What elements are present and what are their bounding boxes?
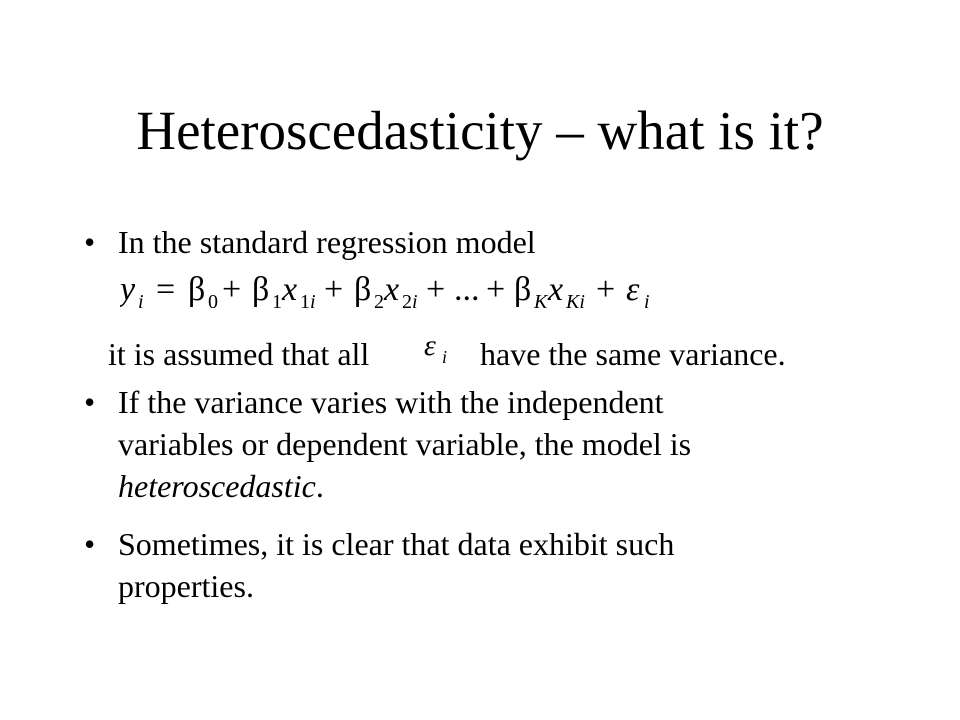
assumption-text-start: it is assumed that all <box>108 336 370 372</box>
bullet-marker: • <box>84 384 96 420</box>
heteroscedastic-term: heteroscedastic <box>118 468 316 504</box>
eq-epsilon-sub: i <box>644 291 650 313</box>
eq-x1: x <box>282 271 298 308</box>
bullet-2-line-2: variables or dependent variable, the model is <box>118 426 692 462</box>
bullet-3-line-1: Sometimes, it is clear that data exhibit such <box>118 526 675 562</box>
bullet-3-line-2: properties. <box>118 568 254 604</box>
bullet-2-line-1: If the variance varies with the independent <box>118 384 664 420</box>
eq-beta2-sub: 2 <box>374 291 384 313</box>
eq-plus-3: + <box>426 271 446 308</box>
svg-text:ε: ε <box>424 333 436 362</box>
eq-ellipsis: ... <box>454 271 480 308</box>
bullet-marker: • <box>84 526 96 562</box>
eq-betaK: β <box>514 271 532 308</box>
eq-beta0: β <box>188 271 206 308</box>
eq-plus-1: + <box>222 271 242 308</box>
slide-title: Heteroscedasticity – what is it? <box>136 100 824 161</box>
eq-y: y <box>120 271 136 308</box>
bullet-marker: • <box>84 224 96 260</box>
bullet-2-line-3 <box>118 466 324 506</box>
eq-beta0-sub: 0 <box>208 291 218 313</box>
eq-y-sub: i <box>138 291 144 313</box>
regression-equation <box>120 266 680 318</box>
eq-x2: x <box>384 271 400 308</box>
assumption-text-end: have the same variance. <box>480 336 786 372</box>
eq-beta2: β <box>354 271 372 308</box>
eq-betaK-sub: K <box>534 291 548 313</box>
eq-equals: = <box>156 271 176 308</box>
eq-beta1: β <box>252 271 270 308</box>
eq-xK-sub: Ki <box>566 291 585 313</box>
eq-beta1-sub: 1 <box>272 291 282 313</box>
eq-plus-4: + <box>486 271 506 308</box>
bullet-1-text: In the standard regression model <box>118 224 536 260</box>
bullet-2-period: . <box>315 468 324 504</box>
eq-plus-2: + <box>324 271 344 308</box>
svg-text:i: i <box>442 347 448 367</box>
epsilon-i-symbol <box>418 333 462 373</box>
eq-xK: x <box>548 271 564 308</box>
eq-epsilon: ε <box>626 271 640 308</box>
eq-x2-sub: 2i <box>402 291 418 313</box>
eq-plus-5: + <box>596 271 616 308</box>
eq-x1-sub: 1i <box>300 291 316 313</box>
